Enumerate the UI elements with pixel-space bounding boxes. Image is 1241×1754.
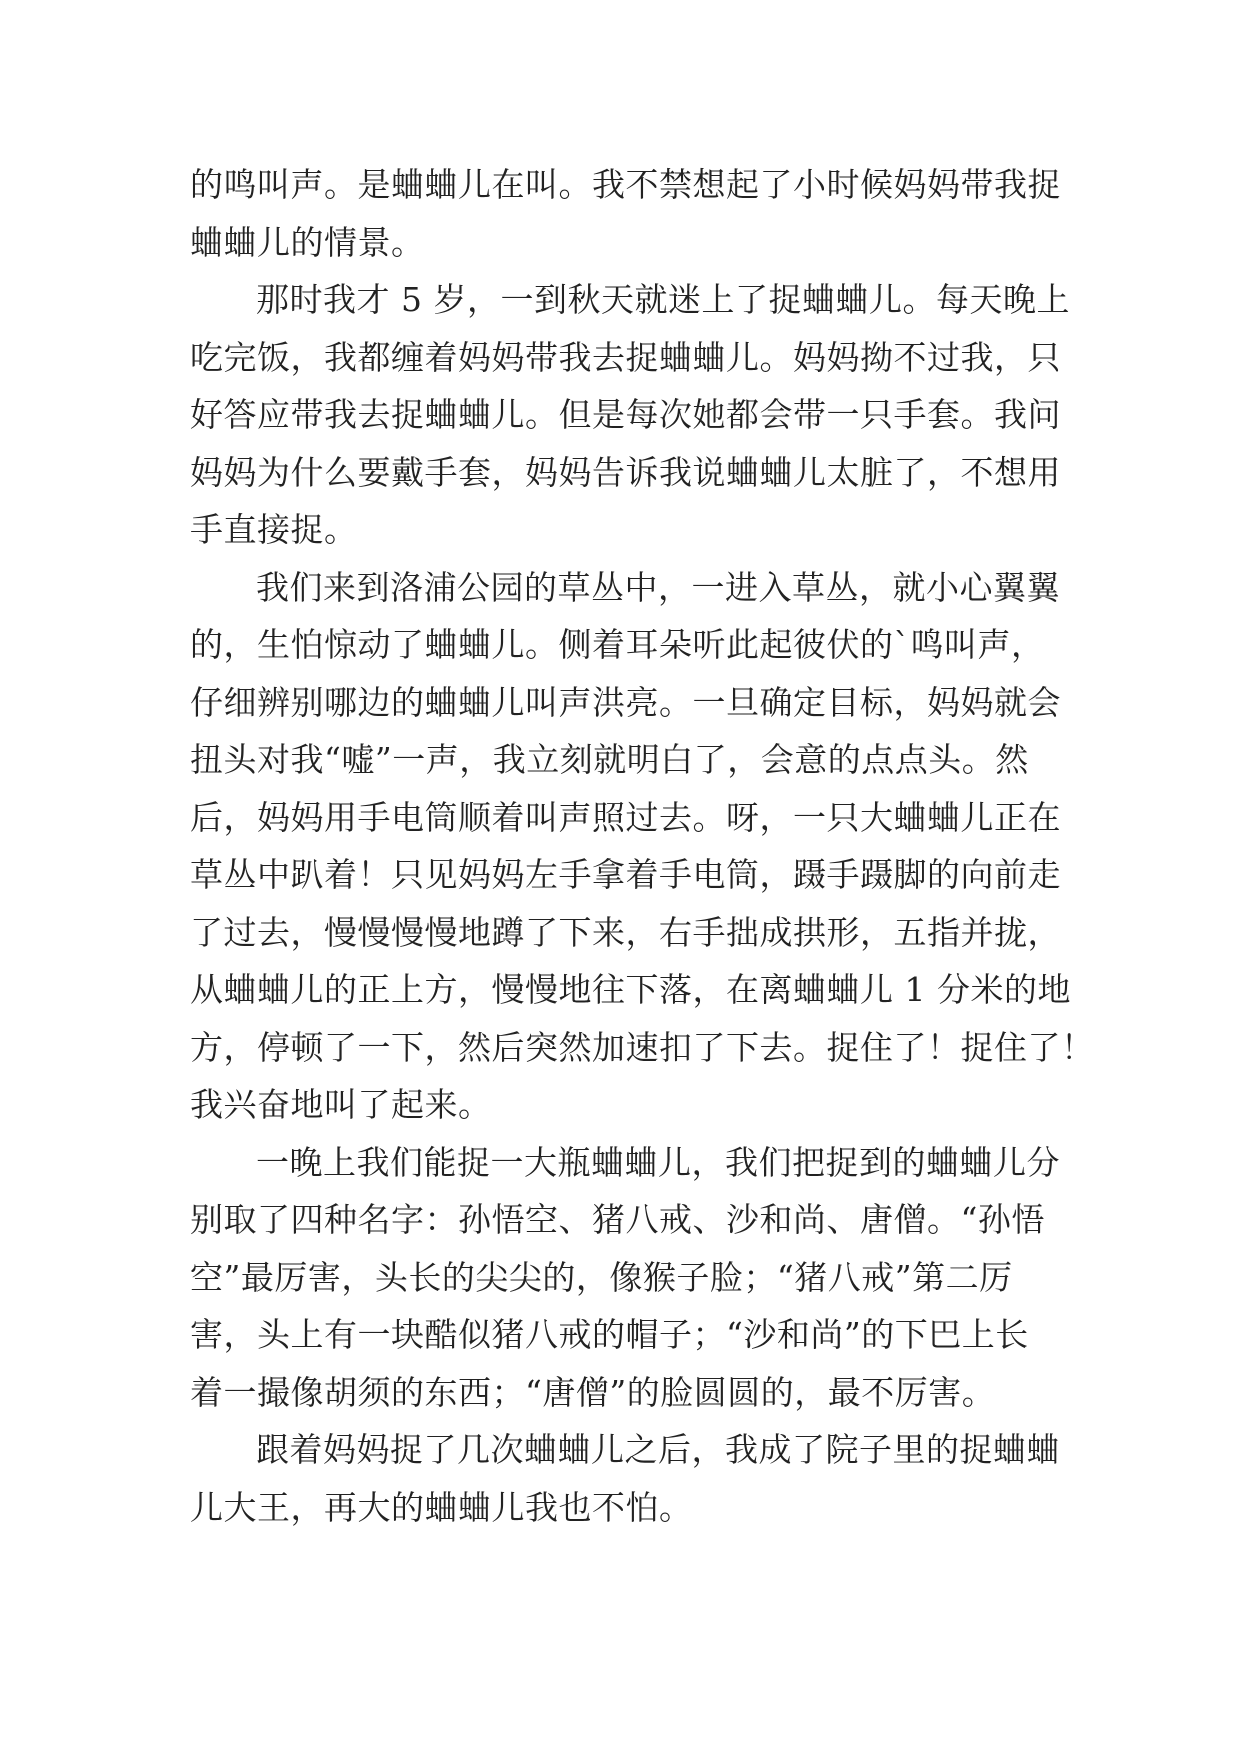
paragraph-4 <box>190 1134 1060 1422</box>
text-line: 从蛐蛐儿的正上方，慢慢地往下落，在离蛐蛐儿 1 分米的地 <box>190 970 1071 1009</box>
text-line: 我兴奋地叫了起来。 <box>190 1085 492 1124</box>
text-line: 扭头对我“嘘”一声，我立刻就明白了，会意的点点头。然 <box>190 740 1029 779</box>
text-line: 那时我才 5 岁，一到秋天就迷上了捉蛐蛐儿。每天晚上 <box>256 280 1070 319</box>
text-line: 害，头上有一块酷似猪八戒的帽子；“沙和尚”的下巴上长 <box>190 1315 1029 1354</box>
text-line: 的，生怕惊动了蛐蛐儿。侧着耳朵听此起彼伏的`鸣叫声， <box>190 625 1045 664</box>
paragraph-3 <box>190 559 1095 1134</box>
text-line: 我们来到洛浦公园的草丛中，一进入草丛，就小心翼翼 <box>256 567 1060 607</box>
document-page <box>190 156 1095 1536</box>
text-line: 仔细辨别哪边的蛐蛐儿叫声洪亮。一旦确定目标，妈妈就会 <box>190 682 1061 722</box>
paragraph-2 <box>190 271 1070 559</box>
text-line: 儿大王，再大的蛐蛐儿我也不怕。 <box>190 1487 693 1527</box>
text-line: 蛐蛐儿的情景。 <box>190 222 425 262</box>
text-line: 好答应带我去捉蛐蛐儿。但是每次她都会带一只手套。我问 <box>190 395 1061 434</box>
text-line: 着一撮像胡须的东西；“唐僧”的脸圆圆的，最不厉害。 <box>190 1372 996 1412</box>
text-line: 后，妈妈用手电筒顺着叫声照过去。呀，一只大蛐蛐儿正在 <box>190 797 1061 837</box>
text-line: 吃完饭，我都缠着妈妈带我去捉蛐蛐儿。妈妈拗不过我，只 <box>190 337 1061 377</box>
text-line: 别取了四种名字：孙悟空、猪八戒、沙和尚、唐僧。“孙悟 <box>190 1200 1045 1239</box>
text-line: 妈妈为什么要戴手套，妈妈告诉我说蛐蛐儿太脏了，不想用 <box>190 452 1061 492</box>
text-line: 一晚上我们能捉一大瓶蛐蛐儿，我们把捉到的蛐蛐儿分 <box>256 1142 1060 1182</box>
text-line: 了过去，慢慢慢慢地蹲了下来，右手拙成拱形，五指并拢， <box>190 912 1061 952</box>
text-line: 草丛中趴着！只见妈妈左手拿着手电筒，蹑手蹑脚的向前走 <box>190 855 1061 894</box>
text-line: 空”最厉害，头长的尖尖的，像猴子脸；“猪八戒”第二厉 <box>190 1257 1013 1297</box>
text-line: 的鸣叫声。是蛐蛐儿在叫。我不禁想起了小时候妈妈带我捉 <box>190 165 1061 204</box>
paragraph-1 <box>190 156 1061 271</box>
text-line: 跟着妈妈捉了几次蛐蛐儿之后，我成了院子里的捉蛐蛐 <box>256 1430 1060 1469</box>
text-line: 手直接捉。 <box>190 510 358 549</box>
paragraph-5 <box>190 1421 1060 1536</box>
text-line: 方，停顿了一下，然后突然加速扣了下去。捉住了！捉住了！ <box>190 1027 1095 1067</box>
